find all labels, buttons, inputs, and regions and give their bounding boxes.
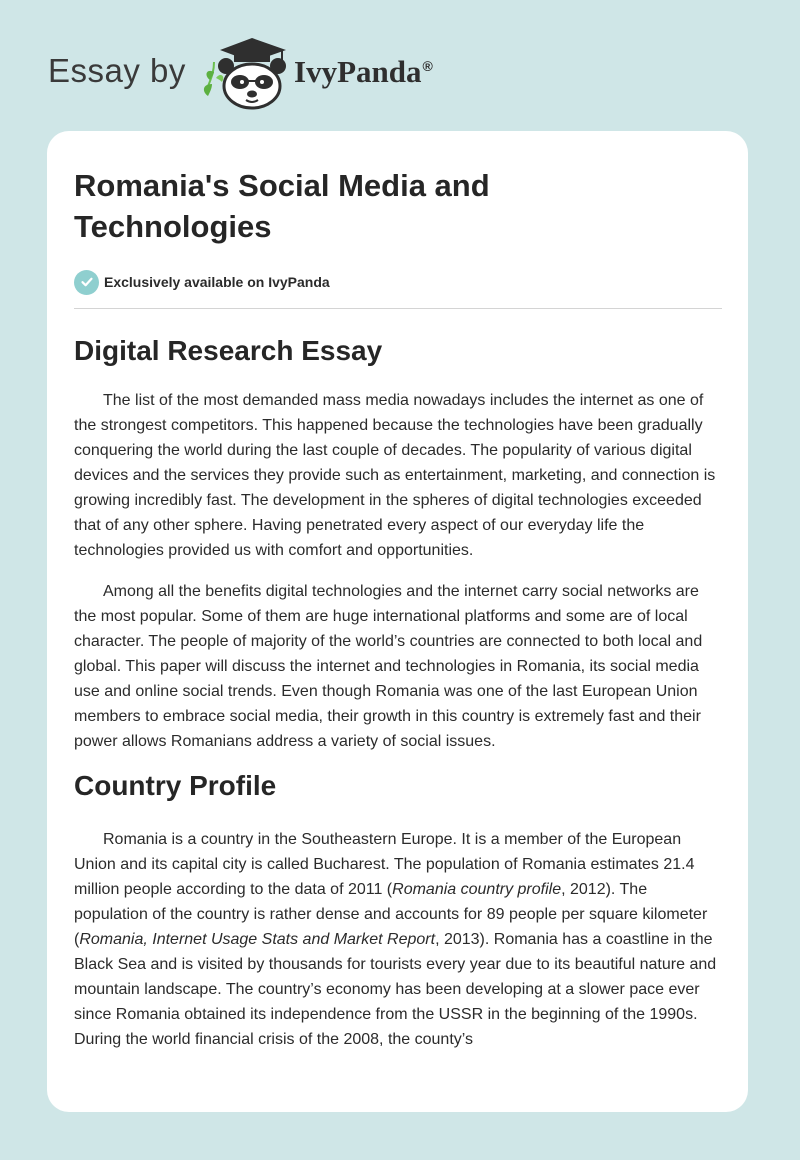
essay-content [74, 165, 722, 1052]
paragraph-3-text-3: , 2013). Romania has a coastline in the Black Sea and is visited by thousands for tourists every year due to its beautiful nature and mountain landscape. The country’s economy has been developing at a slower pace ever since Romania obtained its independence from the USSR in the beginning of the 1990s. During the world financial crisis of the 2008, the county’s [74, 931, 717, 1048]
section-heading-country-profile: Country Profile [74, 770, 277, 801]
brand-name[interactable] [294, 54, 433, 90]
citation-romania-country-profile: Romania country profile [392, 881, 562, 898]
essay-title-line1: Romania's Social Media and [74, 168, 490, 203]
paragraph-2: Among all the benefits digital technologies and the internet carry social networks are the most popular. Some of them are huge international platforms and some are of local character. The people of majority of the world’s countries are connected to both local and global. This paper will discuss the internet and technologies in Romania, its social media use and online social trends. Even though Romania was one of the last European Union members to embrace social media, their growth in this country is extremely fast and their power allows Romanians address a variety of social issues. [74, 583, 703, 750]
paragraph-3-text-2: , 2012). The population of the country is rather dense and accounts for 89 people per square kilometer ( [74, 881, 708, 948]
exclusive-badge-label: Exclusively available on IvyPanda [104, 274, 330, 290]
title-divider [74, 308, 722, 309]
essay-title-line2: Technologies [74, 209, 272, 244]
essay-title [74, 165, 722, 247]
citation-internet-usage-stats: Romania, Internet Usage Stats and Market Report [79, 931, 436, 948]
essay-card [47, 131, 748, 1112]
paragraph-1: The list of the most demanded mass media nowadays includes the internet as one of the strongest competitors. This happened because the technologies have been gradually conquering the world during the last couple of decades. The popularity of various digital devices and the services they provide such as entertainment, marketing, and connection is growing incredibly fast. The development in the spheres of digital technologies exceeded that of any other sphere. Having penetrated every aspect of our everyday life the technologies provided us with comfort and opportunities. [74, 392, 716, 559]
paragraph-3 [74, 827, 722, 1052]
section-heading-digital-research: Digital Research Essay [74, 335, 383, 366]
site-header [48, 30, 568, 110]
brand-label: IvyPanda [294, 54, 422, 89]
checkmark-icon [74, 270, 99, 295]
paragraph-3-text-1: Romania is a country in the Southeastern Europe. It is a member of the European Union and its capital city is called Bucharest. The population of Romania estimates 21.4 million people according to the data of 2011 ( [74, 831, 695, 898]
panda-graduation-logo-icon[interactable] [200, 34, 290, 110]
essay-by-label: Essay by [48, 52, 186, 89]
registered-mark: ® [422, 58, 433, 74]
exclusive-badge [74, 269, 722, 295]
